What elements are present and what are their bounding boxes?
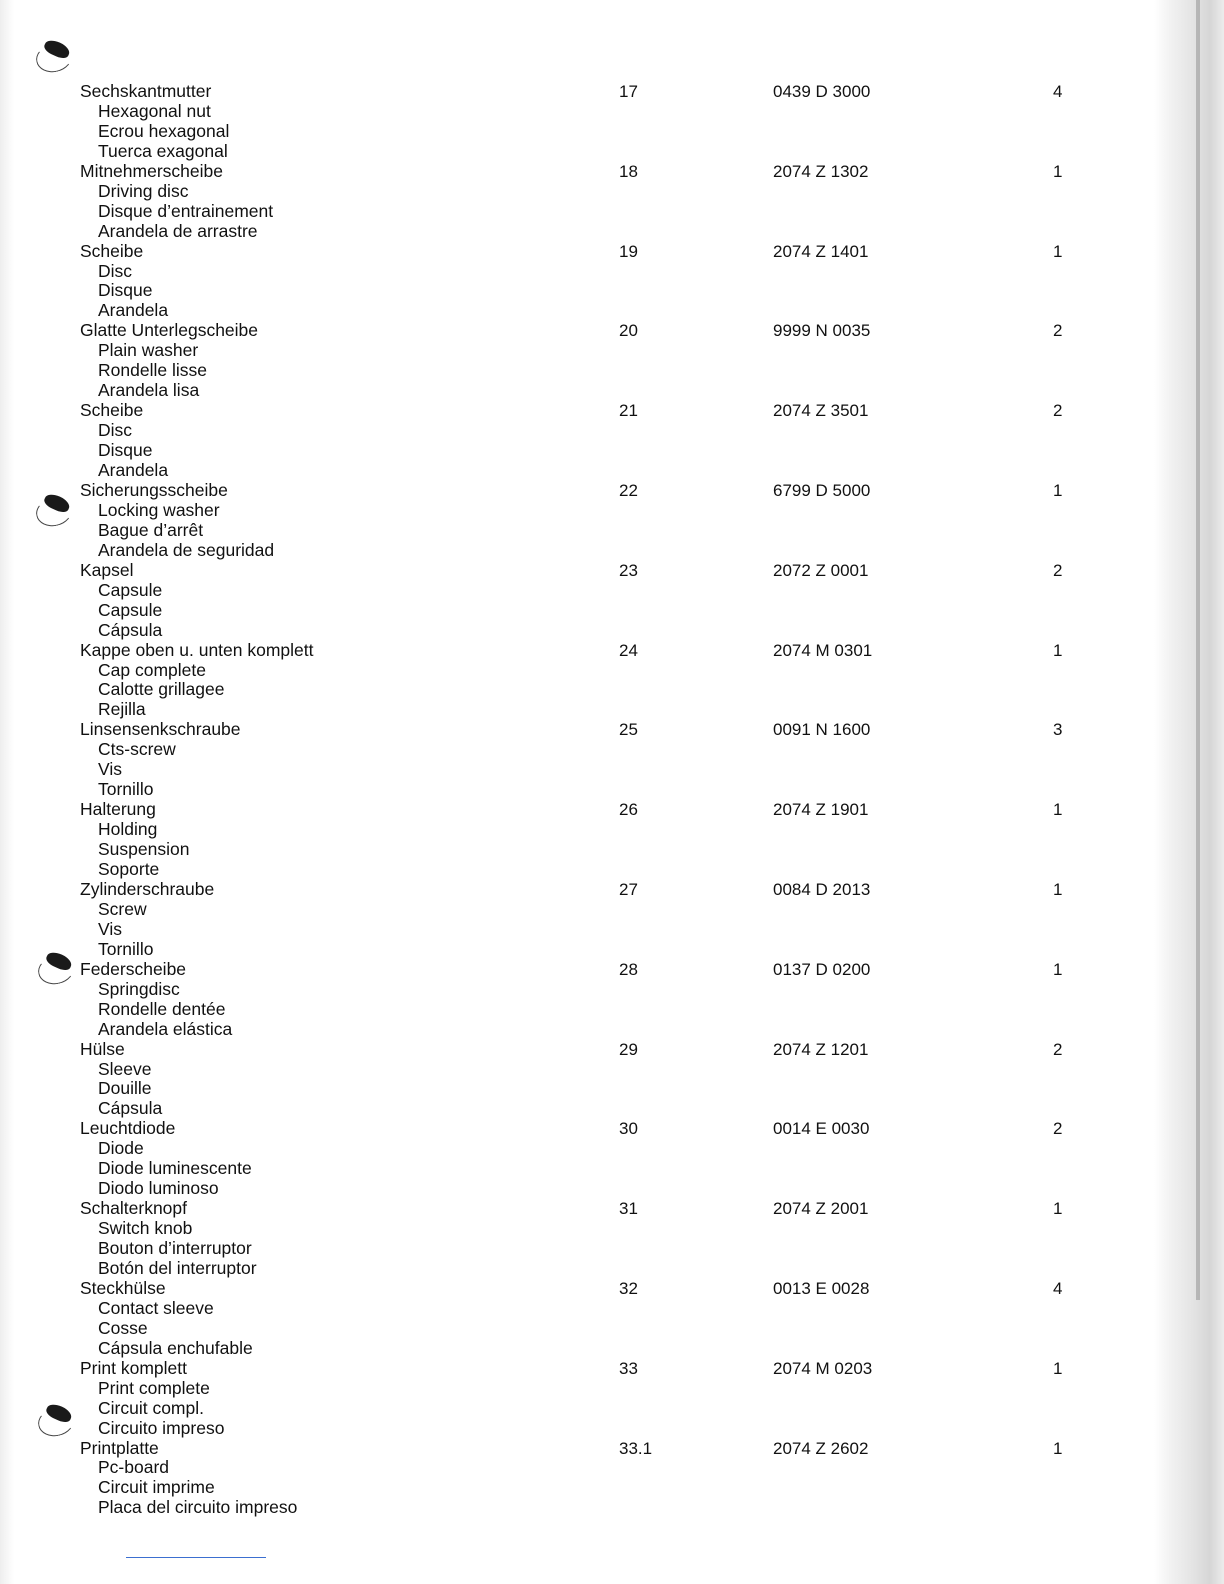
description-fr: Bouton d’interruptor — [98, 1238, 252, 1259]
description-en: Switch knob — [98, 1218, 193, 1239]
part-entry — [80, 1040, 1080, 1120]
part-entry — [80, 641, 1080, 721]
part-number: 0137 D 0200 — [773, 959, 871, 979]
quantity: 3 — [1053, 720, 1063, 740]
quantity: 2 — [1053, 1039, 1063, 1059]
position-number: 33.1 — [619, 1438, 653, 1458]
scan-right-edge — [1154, 0, 1224, 1584]
description-de: Scheibe — [80, 400, 144, 421]
description-es: Botón del interruptor — [98, 1257, 257, 1278]
part-entry — [80, 82, 1080, 162]
description-fr: Disque d’entrainement — [98, 200, 274, 221]
description-es: Arandela — [98, 300, 169, 321]
description-en: Capsule — [98, 579, 163, 600]
position-number: 25 — [619, 720, 638, 740]
description-fr: Disque — [98, 280, 153, 301]
position-number: 31 — [619, 1199, 638, 1219]
quantity: 1 — [1053, 800, 1063, 820]
description-es: Arandela de seguridad — [98, 539, 275, 560]
part-number: 0013 E 0028 — [773, 1278, 870, 1298]
quantity: 1 — [1053, 1358, 1063, 1378]
quantity: 2 — [1053, 560, 1063, 580]
description-de: Scheibe — [80, 240, 144, 261]
description-es: Tornillo — [98, 779, 154, 800]
description-de: Printplatte — [80, 1437, 159, 1458]
description-de: Leuchtdiode — [80, 1118, 176, 1139]
part-entry — [80, 401, 1080, 481]
description-en: Diode — [98, 1138, 144, 1159]
quantity: 4 — [1053, 1278, 1063, 1298]
punch-hole-icon — [36, 494, 72, 524]
description-en: Disc — [98, 420, 133, 441]
position-number: 20 — [619, 321, 638, 341]
part-number: 2072 Z 0001 — [773, 560, 869, 580]
description-de: Kapsel — [80, 559, 134, 580]
description-fr: Cosse — [98, 1317, 148, 1338]
part-entry — [80, 960, 1080, 1040]
description-fr: Suspension — [98, 839, 190, 860]
description-en: Locking washer — [98, 499, 220, 520]
description-fr: Douille — [98, 1078, 152, 1099]
description-en: Sleeve — [98, 1058, 152, 1079]
position-number: 28 — [619, 959, 638, 979]
part-number: 2074 Z 2001 — [773, 1199, 869, 1219]
quantity: 1 — [1053, 480, 1063, 500]
position-number: 22 — [619, 480, 638, 500]
part-entry — [80, 1119, 1080, 1199]
description-de: Sicherungsscheibe — [80, 479, 228, 500]
description-en: Print complete — [98, 1377, 210, 1398]
description-fr: Circuit imprime — [98, 1477, 215, 1498]
part-number: 6799 D 5000 — [773, 480, 871, 500]
punch-hole-icon — [38, 1404, 74, 1434]
quantity: 1 — [1053, 640, 1063, 660]
position-number: 17 — [619, 82, 638, 101]
part-entry — [80, 1439, 1080, 1519]
description-fr: Circuit compl. — [98, 1397, 204, 1418]
description-de: Mitnehmerscheibe — [80, 160, 223, 181]
scan-left-edge — [0, 0, 14, 1584]
quantity: 1 — [1053, 161, 1063, 181]
description-es: Cápsula — [98, 1098, 163, 1119]
description-fr: Rondelle lisse — [98, 360, 207, 381]
part-number: 0014 E 0030 — [773, 1119, 870, 1139]
description-en: Screw — [98, 898, 147, 919]
part-number: 2074 Z 1201 — [773, 1039, 869, 1059]
description-es: Placa del circuito impreso — [98, 1497, 298, 1518]
part-number: 2074 Z 2602 — [773, 1438, 869, 1458]
description-fr: Bague d’arrêt — [98, 519, 204, 540]
part-number: 2074 M 0203 — [773, 1358, 873, 1378]
description-de: Zylinderschraube — [80, 878, 215, 899]
description-es: Cápsula — [98, 619, 163, 640]
description-en: Cts-screw — [98, 739, 176, 760]
description-de: Sechskantmutter — [80, 81, 212, 101]
description-fr: Vis — [98, 759, 122, 780]
quantity: 4 — [1053, 82, 1063, 101]
description-en: Contact sleeve — [98, 1297, 214, 1318]
description-fr: Capsule — [98, 599, 163, 620]
footer-rule — [126, 1557, 266, 1558]
part-number: 2074 Z 1401 — [773, 241, 869, 261]
position-number: 18 — [619, 161, 638, 181]
part-entry — [80, 720, 1080, 800]
position-number: 24 — [619, 640, 638, 660]
description-de: Linsensenkschraube — [80, 719, 241, 740]
part-number: 0084 D 2013 — [773, 879, 871, 899]
description-es: Arandela — [98, 460, 169, 480]
description-en: Plain washer — [98, 340, 199, 361]
description-fr: Disque — [98, 440, 153, 461]
description-de: Steckhülse — [80, 1277, 166, 1298]
description-es: Diodo luminoso — [98, 1178, 219, 1199]
position-number: 29 — [619, 1039, 638, 1059]
part-entry — [80, 1199, 1080, 1279]
description-es: Arandela de arrastre — [98, 220, 258, 241]
part-number: 2074 Z 1302 — [773, 161, 869, 181]
description-de: Kappe oben u. unten komplett — [80, 639, 314, 660]
part-number: 9999 N 0035 — [773, 321, 871, 341]
description-de: Glatte Unterlegscheibe — [80, 320, 259, 341]
description-es: Cápsula enchufable — [98, 1337, 253, 1358]
quantity: 1 — [1053, 1199, 1063, 1219]
position-number: 32 — [619, 1278, 638, 1298]
description-de: Hülse — [80, 1038, 125, 1059]
description-fr: Ecrou hexagonal — [98, 120, 230, 141]
quantity: 2 — [1053, 1119, 1063, 1139]
quantity: 1 — [1053, 1438, 1063, 1458]
position-number: 26 — [619, 800, 638, 820]
description-es: Soporte — [98, 858, 160, 879]
position-number: 30 — [619, 1119, 638, 1139]
part-entry — [80, 1279, 1080, 1359]
description-en: Disc — [98, 260, 133, 281]
part-number: 0091 N 1600 — [773, 720, 871, 740]
part-entry — [80, 561, 1080, 641]
description-en: Holding — [98, 819, 158, 840]
description-es: Tornillo — [98, 938, 154, 959]
description-es: Arandela lisa — [98, 380, 200, 401]
part-entry — [80, 481, 1080, 561]
description-en: Driving disc — [98, 180, 189, 201]
quantity: 2 — [1053, 321, 1063, 341]
description-en: Pc-board — [98, 1457, 170, 1478]
part-entry — [80, 1359, 1080, 1439]
description-es: Rejilla — [98, 699, 146, 720]
parts-table — [80, 82, 1080, 1518]
position-number: 23 — [619, 560, 638, 580]
description-de: Halterung — [80, 799, 156, 820]
description-fr: Vis — [98, 918, 122, 939]
description-es: Arandela elástica — [98, 1018, 233, 1039]
quantity: 1 — [1053, 241, 1063, 261]
description-de: Federscheibe — [80, 958, 187, 979]
description-en: Cap complete — [98, 659, 206, 680]
part-entry — [80, 321, 1080, 401]
description-es: Circuito impreso — [98, 1417, 225, 1438]
part-entry — [80, 162, 1080, 242]
description-fr: Calotte grillagee — [98, 679, 225, 700]
quantity: 2 — [1053, 401, 1063, 421]
description-es: Tuerca exagonal — [98, 140, 228, 161]
quantity: 1 — [1053, 959, 1063, 979]
part-number: 0439 D 3000 — [773, 82, 871, 101]
punch-hole-icon — [38, 952, 74, 982]
position-number: 27 — [619, 879, 638, 899]
description-fr: Rondelle dentée — [98, 998, 226, 1019]
description-de: Schalterknopf — [80, 1198, 188, 1219]
description-en: Hexagonal nut — [98, 100, 211, 121]
position-number: 19 — [619, 241, 638, 261]
description-fr: Diode luminescente — [98, 1158, 252, 1179]
part-number: 2074 Z 3501 — [773, 401, 869, 421]
part-entry — [80, 242, 1080, 322]
part-number: 2074 M 0301 — [773, 640, 873, 660]
position-number: 33 — [619, 1358, 638, 1378]
punch-hole-icon — [36, 40, 72, 70]
description-en: Springdisc — [98, 978, 180, 999]
description-de: Print komplett — [80, 1357, 187, 1378]
position-number: 21 — [619, 401, 638, 421]
part-number: 2074 Z 1901 — [773, 800, 869, 820]
part-entry — [80, 800, 1080, 880]
quantity: 1 — [1053, 879, 1063, 899]
part-entry — [80, 880, 1080, 960]
